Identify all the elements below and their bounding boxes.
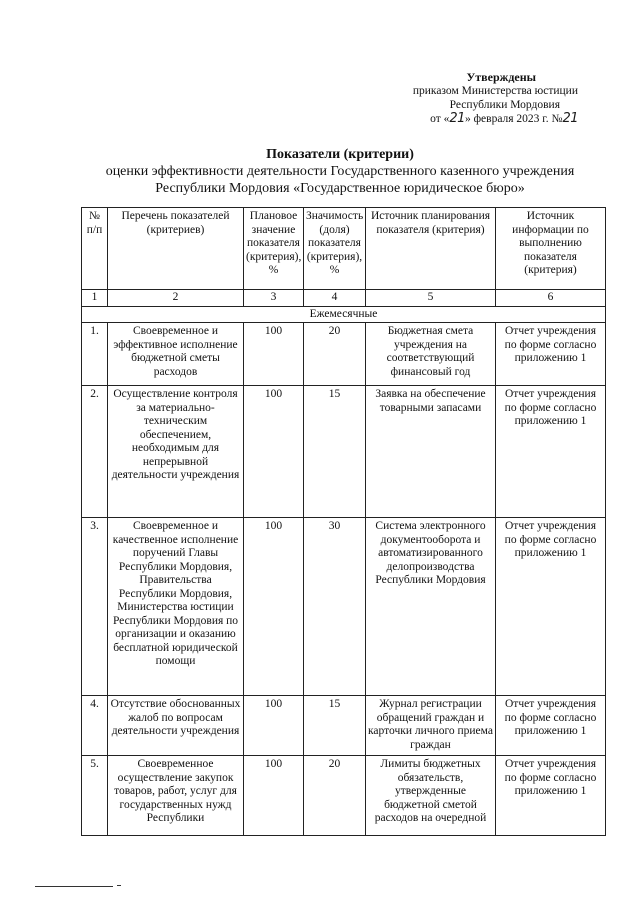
row-name: Своевременное и эффективное исполнение бюджетной сметы расходов: [108, 323, 244, 386]
footnote-divider: [35, 886, 113, 887]
criteria-table: [81, 207, 606, 836]
row-info-source: Отчет учреждения по форме согласно приложению 1: [496, 323, 606, 386]
header-name: Перечень показателей (критериев): [108, 208, 244, 290]
row-num: 1.: [82, 323, 108, 386]
header-plan: Плановое значение показателя (критерия), %: [244, 208, 304, 290]
row-plan: 100: [244, 323, 304, 386]
approval-line-1: приказом Министерства юстиции: [412, 85, 578, 97]
approval-stamp: [378, 70, 578, 126]
header-num: № п/п: [82, 208, 108, 290]
column-number: 1: [82, 290, 108, 307]
table-row: [82, 518, 606, 696]
row-plan-source: Лимиты бюджетных обязательств, утвержденные бюджетной сметой расходов на очередной: [366, 756, 496, 836]
row-name: Своевременное осуществление закупок товаров, работ, услуг для государственных нужд Республики: [108, 756, 244, 836]
row-plan-source: Система электронного документооборота и автоматизированного делопроизводства Республики Мордовия: [366, 518, 496, 696]
row-weight: 15: [304, 386, 366, 518]
column-number: 6: [496, 290, 606, 307]
approval-heading: Утверждены: [466, 70, 536, 84]
title-line-2: оценки эффективности деятельности Государственного казенного учреждения: [105, 164, 575, 179]
title-line-3: Республики Мордовия «Государственное юридическое бюро»: [155, 181, 525, 196]
table-row: [82, 756, 606, 836]
column-number: 3: [244, 290, 304, 307]
column-number-row: [82, 290, 606, 307]
row-plan-source: Заявка на обеспечение товарными запасами: [366, 386, 496, 518]
header-plan-source: Источник планирования показателя (критерия): [366, 208, 496, 290]
table-row: [82, 323, 606, 386]
table-header-row: [82, 208, 606, 290]
section-label: Ежемесячные: [82, 306, 606, 323]
row-num: 4.: [82, 696, 108, 756]
row-num: 2.: [82, 386, 108, 518]
row-weight: 20: [304, 323, 366, 386]
date-middle: » февраля 2023 г. №: [464, 113, 563, 125]
document-title: [70, 146, 610, 197]
table-row: [82, 386, 606, 518]
header-info-source: Источник информации по выполнению показателя (критерия): [496, 208, 606, 290]
row-num: 3.: [82, 518, 108, 696]
row-plan: 100: [244, 696, 304, 756]
row-plan-source: Журнал регистрации обращений граждан и карточки личного приема граждан: [366, 696, 496, 756]
row-info-source: Отчет учреждения по форме согласно приложению 1: [496, 696, 606, 756]
handwritten-day: 21: [449, 111, 465, 126]
row-plan-source: Бюджетная смета учреждения на соответствующий финансовый год: [366, 323, 496, 386]
column-number: 5: [366, 290, 496, 307]
row-weight: 20: [304, 756, 366, 836]
header-weight: Значимость (доля) показателя (критерия), %: [304, 208, 366, 290]
row-num: 5.: [82, 756, 108, 836]
approval-line-2: Республики Мордовия: [449, 99, 560, 111]
date-prefix: от «: [430, 113, 450, 125]
row-name: Осуществление контроля за материально-техническим обеспечением, необходимым для непрерывной деятельности учреждения: [108, 386, 244, 518]
row-plan: 100: [244, 386, 304, 518]
row-weight: 15: [304, 696, 366, 756]
footnote-divider-tick: [117, 885, 121, 886]
handwritten-number: 21: [562, 111, 578, 126]
table-row: [82, 696, 606, 756]
column-number: 4: [304, 290, 366, 307]
title-line-1: Показатели (критерии): [266, 147, 414, 162]
row-info-source: Отчет учреждения по форме согласно приложению 1: [496, 386, 606, 518]
approval-date: [378, 112, 578, 126]
section-row: [82, 306, 606, 323]
column-number: 2: [108, 290, 244, 307]
row-plan: 100: [244, 756, 304, 836]
row-plan: 100: [244, 518, 304, 696]
row-info-source: Отчет учреждения по форме согласно приложению 1: [496, 756, 606, 836]
row-weight: 30: [304, 518, 366, 696]
row-info-source: Отчет учреждения по форме согласно приложению 1: [496, 518, 606, 696]
row-name: Отсутствие обоснованных жалоб по вопросам деятельности учреждения: [108, 696, 244, 756]
row-name: Своевременное и качественное исполнение поручений Главы Республики Мордовия, Правительства Республики Мордовия, Министерства юстиции Республики Мордовия по организации и оказанию бесплатной юридической помощи: [108, 518, 244, 696]
